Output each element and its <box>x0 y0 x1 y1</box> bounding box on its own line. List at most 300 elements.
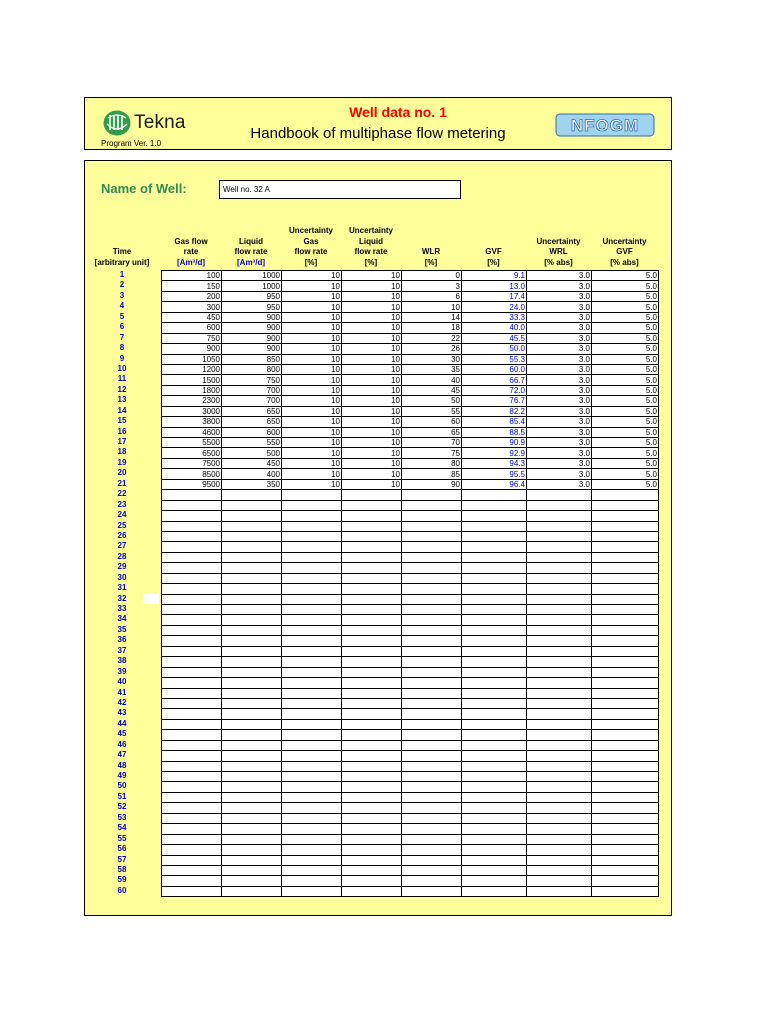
table-cell[interactable]: 5.0 <box>592 364 659 374</box>
table-cell[interactable]: 3000 <box>162 406 222 416</box>
table-cell[interactable] <box>462 886 527 896</box>
table-cell[interactable] <box>592 490 659 500</box>
table-cell[interactable] <box>402 751 462 761</box>
table-cell[interactable] <box>162 709 222 719</box>
table-cell[interactable] <box>592 719 659 729</box>
table-cell[interactable] <box>342 657 402 667</box>
table-cell[interactable]: 5.0 <box>592 448 659 458</box>
table-cell[interactable]: 3.0 <box>527 479 592 489</box>
table-cell[interactable] <box>527 646 592 656</box>
table-cell[interactable] <box>462 855 527 865</box>
table-cell[interactable] <box>222 845 282 855</box>
table-cell[interactable]: 10 <box>282 417 342 427</box>
table-cell[interactable]: 3.0 <box>527 281 592 291</box>
table-cell[interactable] <box>342 845 402 855</box>
table-cell[interactable]: 1500 <box>162 375 222 385</box>
table-cell[interactable]: 10 <box>342 364 402 374</box>
table-cell[interactable]: 10 <box>342 323 402 333</box>
table-cell[interactable]: 10 <box>282 396 342 406</box>
table-cell[interactable] <box>402 667 462 677</box>
table-cell[interactable] <box>402 886 462 896</box>
table-cell[interactable]: 5.0 <box>592 385 659 395</box>
table-cell[interactable] <box>592 761 659 771</box>
table-cell[interactable] <box>402 730 462 740</box>
table-cell[interactable]: 50 <box>402 396 462 406</box>
table-cell[interactable] <box>402 845 462 855</box>
table-cell[interactable] <box>402 740 462 750</box>
table-cell[interactable]: 72.0 <box>462 385 527 395</box>
table-cell[interactable]: 3.0 <box>527 469 592 479</box>
table-cell[interactable]: 900 <box>222 323 282 333</box>
table-cell[interactable] <box>282 667 342 677</box>
table-cell[interactable]: 10 <box>342 427 402 437</box>
table-cell[interactable] <box>592 845 659 855</box>
table-cell[interactable]: 95.5 <box>462 469 527 479</box>
table-cell[interactable] <box>162 865 222 875</box>
table-cell[interactable] <box>402 761 462 771</box>
table-cell[interactable]: 24.0 <box>462 302 527 312</box>
table-cell[interactable] <box>162 605 222 615</box>
table-cell[interactable]: 650 <box>222 417 282 427</box>
table-cell[interactable] <box>282 751 342 761</box>
table-cell[interactable] <box>402 698 462 708</box>
table-cell[interactable] <box>222 594 282 604</box>
table-cell[interactable] <box>592 876 659 886</box>
table-cell[interactable] <box>282 792 342 802</box>
table-cell[interactable] <box>342 531 402 541</box>
table-cell[interactable]: 45 <box>402 385 462 395</box>
table-cell[interactable]: 22 <box>402 333 462 343</box>
table-cell[interactable] <box>592 730 659 740</box>
table-cell[interactable] <box>592 542 659 552</box>
table-cell[interactable] <box>527 625 592 635</box>
table-cell[interactable] <box>222 521 282 531</box>
table-cell[interactable] <box>162 886 222 896</box>
table-cell[interactable]: 5.0 <box>592 417 659 427</box>
table-cell[interactable] <box>162 531 222 541</box>
table-cell[interactable] <box>162 542 222 552</box>
table-cell[interactable] <box>592 824 659 834</box>
table-cell[interactable] <box>162 511 222 521</box>
table-cell[interactable]: 94.3 <box>462 458 527 468</box>
table-cell[interactable]: 10 <box>342 469 402 479</box>
table-cell[interactable] <box>282 761 342 771</box>
table-cell[interactable]: 60.0 <box>462 364 527 374</box>
table-cell[interactable] <box>462 657 527 667</box>
table-cell[interactable] <box>592 646 659 656</box>
table-cell[interactable] <box>527 855 592 865</box>
table-cell[interactable] <box>282 573 342 583</box>
table-cell[interactable]: 10 <box>342 312 402 322</box>
table-cell[interactable] <box>222 615 282 625</box>
table-cell[interactable]: 3.0 <box>527 438 592 448</box>
table-cell[interactable] <box>222 792 282 802</box>
table-cell[interactable] <box>282 845 342 855</box>
table-cell[interactable] <box>282 646 342 656</box>
table-cell[interactable] <box>222 730 282 740</box>
table-cell[interactable] <box>462 636 527 646</box>
table-cell[interactable] <box>592 511 659 521</box>
table-cell[interactable]: 40.0 <box>462 323 527 333</box>
table-cell[interactable]: 14 <box>402 312 462 322</box>
table-cell[interactable] <box>222 584 282 594</box>
table-cell[interactable] <box>342 490 402 500</box>
table-cell[interactable] <box>527 730 592 740</box>
table-cell[interactable] <box>527 824 592 834</box>
table-cell[interactable] <box>402 855 462 865</box>
table-cell[interactable] <box>342 709 402 719</box>
table-cell[interactable]: 10 <box>402 302 462 312</box>
table-cell[interactable] <box>527 552 592 562</box>
table-cell[interactable] <box>282 824 342 834</box>
table-cell[interactable] <box>462 782 527 792</box>
table-cell[interactable] <box>222 678 282 688</box>
table-cell[interactable] <box>462 740 527 750</box>
table-cell[interactable] <box>402 625 462 635</box>
table-cell[interactable]: 3.0 <box>527 427 592 437</box>
table-cell[interactable] <box>592 772 659 782</box>
table-cell[interactable] <box>527 865 592 875</box>
table-cell[interactable] <box>592 865 659 875</box>
table-cell[interactable] <box>592 782 659 792</box>
table-cell[interactable]: 950 <box>222 302 282 312</box>
table-cell[interactable] <box>592 813 659 823</box>
table-cell[interactable]: 10 <box>342 396 402 406</box>
table-cell[interactable] <box>282 500 342 510</box>
table-cell[interactable]: 500 <box>222 448 282 458</box>
table-cell[interactable] <box>222 667 282 677</box>
table-cell[interactable] <box>162 646 222 656</box>
table-cell[interactable] <box>342 563 402 573</box>
table-cell[interactable] <box>342 886 402 896</box>
table-cell[interactable] <box>462 678 527 688</box>
table-cell[interactable] <box>462 865 527 875</box>
table-cell[interactable] <box>162 625 222 635</box>
table-cell[interactable] <box>342 855 402 865</box>
table-cell[interactable]: 3.0 <box>527 448 592 458</box>
table-cell[interactable] <box>592 678 659 688</box>
table-cell[interactable]: 3.0 <box>527 396 592 406</box>
table-cell[interactable]: 3.0 <box>527 406 592 416</box>
table-cell[interactable]: 75 <box>402 448 462 458</box>
table-cell[interactable]: 3.0 <box>527 344 592 354</box>
table-cell[interactable] <box>402 563 462 573</box>
table-cell[interactable] <box>162 490 222 500</box>
table-cell[interactable] <box>282 531 342 541</box>
table-cell[interactable] <box>222 761 282 771</box>
table-cell[interactable] <box>527 688 592 698</box>
table-cell[interactable]: 10 <box>282 323 342 333</box>
table-cell[interactable] <box>527 792 592 802</box>
table-cell[interactable] <box>342 772 402 782</box>
table-cell[interactable] <box>342 782 402 792</box>
table-cell[interactable]: 0 <box>402 271 462 281</box>
table-cell[interactable]: 2300 <box>162 396 222 406</box>
table-cell[interactable] <box>282 688 342 698</box>
table-cell[interactable]: 3.0 <box>527 333 592 343</box>
table-cell[interactable]: 10 <box>282 364 342 374</box>
table-cell[interactable] <box>527 761 592 771</box>
table-cell[interactable] <box>342 594 402 604</box>
table-cell[interactable] <box>527 490 592 500</box>
table-cell[interactable] <box>162 636 222 646</box>
table-cell[interactable] <box>222 552 282 562</box>
table-cell[interactable] <box>162 730 222 740</box>
table-cell[interactable]: 600 <box>222 427 282 437</box>
table-cell[interactable]: 10 <box>282 385 342 395</box>
table-cell[interactable] <box>282 698 342 708</box>
table-cell[interactable] <box>462 751 527 761</box>
table-cell[interactable] <box>527 605 592 615</box>
table-cell[interactable] <box>462 792 527 802</box>
table-cell[interactable] <box>282 855 342 865</box>
table-cell[interactable]: 900 <box>222 344 282 354</box>
table-cell[interactable] <box>342 511 402 521</box>
table-cell[interactable] <box>462 834 527 844</box>
table-cell[interactable] <box>342 698 402 708</box>
table-cell[interactable] <box>462 531 527 541</box>
table-cell[interactable]: 5.0 <box>592 458 659 468</box>
table-cell[interactable] <box>592 552 659 562</box>
table-cell[interactable] <box>282 865 342 875</box>
table-cell[interactable] <box>342 751 402 761</box>
table-cell[interactable] <box>282 803 342 813</box>
table-cell[interactable]: 6 <box>402 291 462 301</box>
table-cell[interactable]: 45.5 <box>462 333 527 343</box>
table-cell[interactable]: 3.0 <box>527 385 592 395</box>
table-cell[interactable] <box>527 563 592 573</box>
table-cell[interactable] <box>402 803 462 813</box>
table-cell[interactable] <box>342 688 402 698</box>
table-cell[interactable] <box>282 490 342 500</box>
table-cell[interactable] <box>162 824 222 834</box>
table-cell[interactable] <box>342 792 402 802</box>
table-cell[interactable] <box>222 646 282 656</box>
table-cell[interactable] <box>222 636 282 646</box>
table-cell[interactable]: 3.0 <box>527 364 592 374</box>
table-cell[interactable] <box>527 584 592 594</box>
table-cell[interactable] <box>592 615 659 625</box>
table-cell[interactable]: 10 <box>282 469 342 479</box>
table-cell[interactable] <box>342 824 402 834</box>
table-cell[interactable] <box>282 584 342 594</box>
table-cell[interactable] <box>162 615 222 625</box>
table-cell[interactable]: 10 <box>342 479 402 489</box>
table-cell[interactable]: 5.0 <box>592 344 659 354</box>
table-cell[interactable] <box>222 865 282 875</box>
table-cell[interactable]: 5.0 <box>592 396 659 406</box>
table-cell[interactable] <box>527 772 592 782</box>
table-cell[interactable] <box>282 542 342 552</box>
table-cell[interactable] <box>282 813 342 823</box>
table-cell[interactable] <box>162 761 222 771</box>
table-cell[interactable]: 5.0 <box>592 427 659 437</box>
table-cell[interactable] <box>527 782 592 792</box>
table-cell[interactable]: 450 <box>162 312 222 322</box>
table-cell[interactable]: 10 <box>342 438 402 448</box>
table-cell[interactable] <box>162 782 222 792</box>
table-cell[interactable]: 33.3 <box>462 312 527 322</box>
table-cell[interactable]: 82.2 <box>462 406 527 416</box>
table-cell[interactable] <box>462 709 527 719</box>
table-cell[interactable] <box>162 876 222 886</box>
table-cell[interactable]: 66.7 <box>462 375 527 385</box>
table-cell[interactable] <box>402 657 462 667</box>
table-cell[interactable]: 200 <box>162 291 222 301</box>
table-cell[interactable] <box>402 792 462 802</box>
table-cell[interactable] <box>282 625 342 635</box>
table-cell[interactable]: 13.0 <box>462 281 527 291</box>
table-cell[interactable] <box>222 563 282 573</box>
table-cell[interactable] <box>342 500 402 510</box>
table-cell[interactable] <box>527 615 592 625</box>
table-cell[interactable]: 5.0 <box>592 291 659 301</box>
table-cell[interactable] <box>527 709 592 719</box>
table-cell[interactable]: 10 <box>282 438 342 448</box>
table-cell[interactable] <box>402 772 462 782</box>
table-cell[interactable] <box>282 719 342 729</box>
table-cell[interactable]: 10 <box>282 281 342 291</box>
table-cell[interactable] <box>342 646 402 656</box>
table-cell[interactable] <box>282 740 342 750</box>
table-cell[interactable] <box>527 886 592 896</box>
table-cell[interactable]: 400 <box>222 469 282 479</box>
table-cell[interactable] <box>342 573 402 583</box>
table-cell[interactable] <box>592 751 659 761</box>
table-cell[interactable] <box>162 688 222 698</box>
table-cell[interactable]: 10 <box>282 406 342 416</box>
table-cell[interactable] <box>282 678 342 688</box>
table-cell[interactable] <box>462 698 527 708</box>
table-cell[interactable]: 750 <box>162 333 222 343</box>
table-cell[interactable] <box>282 772 342 782</box>
table-cell[interactable] <box>527 813 592 823</box>
table-cell[interactable]: 50.0 <box>462 344 527 354</box>
table-cell[interactable] <box>402 573 462 583</box>
table-cell[interactable]: 10 <box>282 354 342 364</box>
table-cell[interactable]: 700 <box>222 396 282 406</box>
table-cell[interactable] <box>162 657 222 667</box>
table-cell[interactable] <box>592 573 659 583</box>
table-cell[interactable] <box>342 678 402 688</box>
table-cell[interactable]: 100 <box>162 271 222 281</box>
table-cell[interactable]: 1800 <box>162 385 222 395</box>
table-cell[interactable] <box>527 834 592 844</box>
table-cell[interactable]: 4600 <box>162 427 222 437</box>
table-cell[interactable]: 3.0 <box>527 271 592 281</box>
table-cell[interactable]: 96.4 <box>462 479 527 489</box>
table-cell[interactable] <box>462 625 527 635</box>
table-cell[interactable]: 10 <box>342 291 402 301</box>
table-cell[interactable] <box>402 688 462 698</box>
table-cell[interactable] <box>342 813 402 823</box>
table-cell[interactable]: 10 <box>282 375 342 385</box>
table-cell[interactable] <box>592 625 659 635</box>
table-cell[interactable] <box>402 834 462 844</box>
table-cell[interactable] <box>402 594 462 604</box>
table-cell[interactable] <box>342 605 402 615</box>
table-cell[interactable]: 9.1 <box>462 271 527 281</box>
table-cell[interactable]: 8500 <box>162 469 222 479</box>
table-cell[interactable]: 700 <box>222 385 282 395</box>
table-cell[interactable] <box>162 855 222 865</box>
table-cell[interactable] <box>222 803 282 813</box>
table-cell[interactable]: 10 <box>342 417 402 427</box>
table-cell[interactable] <box>162 813 222 823</box>
table-cell[interactable] <box>527 511 592 521</box>
table-cell[interactable] <box>527 740 592 750</box>
table-cell[interactable] <box>282 636 342 646</box>
table-cell[interactable]: 5.0 <box>592 281 659 291</box>
table-cell[interactable] <box>402 865 462 875</box>
table-cell[interactable] <box>527 542 592 552</box>
table-cell[interactable] <box>162 751 222 761</box>
table-cell[interactable]: 80 <box>402 458 462 468</box>
table-cell[interactable] <box>462 730 527 740</box>
table-cell[interactable] <box>222 772 282 782</box>
table-cell[interactable] <box>162 521 222 531</box>
table-cell[interactable] <box>342 740 402 750</box>
table-cell[interactable]: 35 <box>402 364 462 374</box>
table-cell[interactable] <box>162 803 222 813</box>
table-cell[interactable] <box>282 552 342 562</box>
table-cell[interactable]: 40 <box>402 375 462 385</box>
table-cell[interactable]: 70 <box>402 438 462 448</box>
table-cell[interactable] <box>592 834 659 844</box>
table-cell[interactable] <box>402 646 462 656</box>
table-cell[interactable]: 65 <box>402 427 462 437</box>
table-cell[interactable] <box>527 531 592 541</box>
table-cell[interactable] <box>462 667 527 677</box>
table-cell[interactable] <box>527 594 592 604</box>
table-cell[interactable] <box>592 688 659 698</box>
table-cell[interactable] <box>342 542 402 552</box>
table-cell[interactable]: 55.3 <box>462 354 527 364</box>
table-cell[interactable] <box>462 500 527 510</box>
table-cell[interactable]: 85.4 <box>462 417 527 427</box>
table-cell[interactable] <box>527 751 592 761</box>
table-cell[interactable] <box>162 584 222 594</box>
table-cell[interactable]: 10 <box>282 312 342 322</box>
table-cell[interactable] <box>527 876 592 886</box>
table-cell[interactable] <box>592 740 659 750</box>
table-cell[interactable]: 10 <box>342 448 402 458</box>
table-cell[interactable] <box>402 584 462 594</box>
table-cell[interactable] <box>402 636 462 646</box>
table-cell[interactable]: 30 <box>402 354 462 364</box>
table-cell[interactable] <box>162 698 222 708</box>
table-cell[interactable]: 90.9 <box>462 438 527 448</box>
table-cell[interactable] <box>402 824 462 834</box>
table-cell[interactable]: 88.5 <box>462 427 527 437</box>
table-cell[interactable]: 10 <box>282 344 342 354</box>
table-cell[interactable] <box>342 803 402 813</box>
table-cell[interactable] <box>342 615 402 625</box>
table-cell[interactable]: 5.0 <box>592 312 659 322</box>
table-cell[interactable] <box>592 667 659 677</box>
table-cell[interactable] <box>282 657 342 667</box>
table-cell[interactable] <box>222 573 282 583</box>
table-cell[interactable]: 5.0 <box>592 302 659 312</box>
table-cell[interactable] <box>162 719 222 729</box>
table-cell[interactable]: 5.0 <box>592 333 659 343</box>
table-cell[interactable] <box>592 886 659 896</box>
table-cell[interactable] <box>402 511 462 521</box>
table-cell[interactable] <box>282 605 342 615</box>
table-cell[interactable] <box>282 615 342 625</box>
table-cell[interactable] <box>282 886 342 896</box>
table-cell[interactable] <box>527 803 592 813</box>
